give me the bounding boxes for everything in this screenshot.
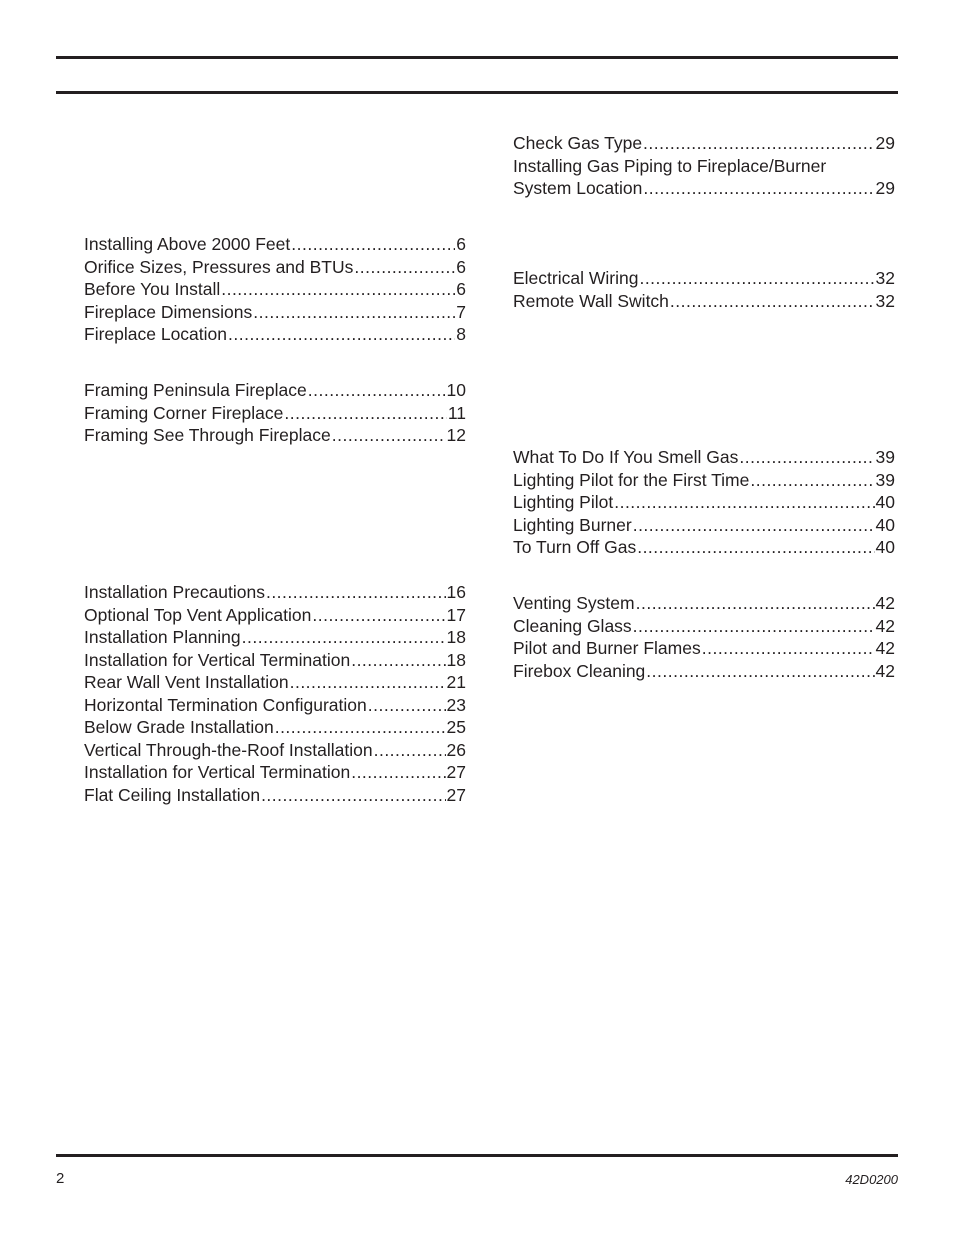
toc-group [84,379,466,447]
toc-entry-page: 18 [446,649,466,670]
dot-leader [670,290,875,313]
toc-entry[interactable] [84,739,466,762]
toc-entry-page: 16 [446,582,466,602]
toc-entry-page: 25 [446,717,466,737]
dot-leader [351,761,445,784]
dot-leader [633,514,875,537]
toc-entry-title: Lighting Pilot for the First Time [513,469,750,490]
toc-entry-title: Below Grade Installation [84,717,274,737]
dot-leader [354,256,455,279]
toc-entry-title: Venting System [513,593,635,613]
toc-entry[interactable] [84,581,466,604]
dot-leader [633,615,875,638]
toc-entry-page: 11 [447,402,466,423]
toc-entry-page: 23 [446,694,466,715]
top-rule-1 [56,56,898,59]
toc-entry-page: 39 [875,469,895,490]
dot-leader [242,626,446,649]
toc-entry[interactable] [84,256,466,279]
toc-entry-title: Installation for Vertical Termination [84,649,351,670]
toc-entry-title: Fireplace Location [84,324,227,344]
dot-leader [368,694,446,717]
toc-entry-title: Installation Planning [84,627,241,647]
toc-entry[interactable] [513,267,895,290]
dot-leader [228,323,455,346]
dot-leader [284,402,446,425]
toc-entry[interactable] [84,649,466,672]
toc-entry-title: Electrical Wiring [513,268,639,288]
toc-entry-page: 8 [456,324,466,344]
toc-entry-title: Flat Ceiling Installation [84,784,261,805]
dot-leader [750,469,874,492]
dot-leader [374,739,446,762]
toc-entry-page: 6 [456,256,466,277]
toc-entry-page: 27 [446,784,466,805]
toc-entry[interactable] [513,637,895,660]
toc-entry-page: 29 [875,133,895,153]
dot-leader [275,716,446,739]
toc-entry[interactable] [84,278,466,301]
toc-entry[interactable] [84,323,466,346]
toc-entry-page: 42 [875,593,895,613]
toc-entry[interactable] [84,604,466,627]
toc-entry[interactable] [84,716,466,739]
toc-entry-title: Remote Wall Switch [513,290,669,311]
footer-document-code: 42D0200 [845,1172,898,1187]
dot-leader [332,424,446,447]
dot-leader [253,301,455,324]
toc-entry-title: Check Gas Type [513,133,643,153]
dot-leader [266,581,446,604]
toc-entry[interactable] [84,301,466,324]
toc-entry[interactable] [513,469,895,492]
toc-group [513,446,895,559]
toc-entry-page: 21 [446,672,466,692]
toc-entry-page: 32 [875,290,895,311]
toc-entry-title: What To Do If You Smell Gas [513,447,739,467]
toc-entry[interactable] [84,626,466,649]
toc-entry-title: Installing Gas Piping to Fireplace/Burner [513,155,827,176]
toc-entry-title: Framing See Through Fireplace [84,425,331,445]
toc-entry-page: 12 [446,425,466,445]
toc-entry[interactable] [513,514,895,537]
toc-entry-title: Lighting Burner [513,514,632,535]
toc-entry-page: 42 [875,660,895,681]
dot-leader [312,604,445,627]
dot-leader [646,660,874,683]
toc-entry-title: Horizontal Termination Configuration [84,694,367,715]
toc-entry-page: 39 [875,447,895,467]
toc-entry-page: 27 [446,762,466,782]
toc-entry-title: Pilot and Burner Flames [513,638,701,658]
dot-leader [221,278,455,301]
toc-entry-title: Installation for Vertical Termination [84,762,351,782]
toc-entry[interactable] [513,446,895,469]
toc-entry-page: 32 [875,268,895,288]
toc-entry-page: 7 [456,301,466,322]
footer-rule [56,1154,898,1157]
toc-group [513,592,895,682]
toc-group [84,233,466,346]
toc-entry[interactable] [513,592,895,615]
footer-page-number: 2 [56,1170,65,1187]
toc-entry-page: 40 [875,537,895,557]
toc-entry-page: 26 [446,739,466,760]
toc-entry[interactable] [84,424,466,447]
toc-entry-title: To Turn Off Gas [513,537,637,557]
toc-entry-title: Fireplace Dimensions [84,301,253,322]
toc-entry[interactable] [84,671,466,694]
dot-leader [643,177,874,200]
toc-entry[interactable] [84,402,466,425]
toc-entry[interactable] [84,233,466,256]
toc-entry-title: Orifice Sizes, Pressures and BTUs [84,256,354,277]
toc-entry-page: 6 [456,234,466,254]
toc-entry-page: 17 [446,604,466,625]
toc-group [513,132,895,200]
toc-group [84,581,466,806]
toc-entry[interactable] [513,615,895,638]
toc-entry[interactable] [513,132,895,155]
toc-entry[interactable] [84,379,466,402]
toc-entry[interactable] [513,491,895,514]
dot-leader [351,649,445,672]
toc-entry-title-continued: System Location [513,178,643,198]
dot-leader [614,491,874,514]
dot-leader [261,784,445,807]
toc-entry[interactable] [84,761,466,784]
dot-leader [636,592,875,615]
toc-entry-title: Vertical Through-the-Roof Installation [84,739,373,760]
toc-entry-title: Before You Install [84,279,221,299]
toc-entry-title: Lighting Pilot [513,492,614,512]
dot-leader [290,671,446,694]
toc-entry-title: Cleaning Glass [513,615,632,636]
toc-entry-title: Framing Corner Fireplace [84,402,284,423]
toc-entry-page: 18 [446,627,466,647]
toc-entry[interactable] [513,155,895,200]
toc-entry-page: 40 [875,492,895,512]
dot-leader [637,536,874,559]
toc-entry-page: 29 [875,178,895,198]
toc-entry-title: Framing Peninsula Fireplace [84,380,307,400]
dot-leader [308,379,446,402]
toc-entry-page: 42 [875,638,895,658]
toc-entry-page: 40 [875,514,895,535]
toc-entry[interactable] [84,784,466,807]
toc-entry-title: Firebox Cleaning [513,660,646,681]
toc-entry[interactable] [513,660,895,683]
toc-entry[interactable] [84,694,466,717]
toc-entry[interactable] [513,536,895,559]
top-rule-2 [56,91,898,94]
dot-leader [643,132,874,155]
toc-entry-title: Rear Wall Vent Installation [84,672,289,692]
toc-entry-page: 10 [446,380,466,400]
toc-group [513,267,895,312]
toc-entry-title: Installing Above 2000 Feet [84,234,291,254]
dot-leader [702,637,875,660]
toc-entry[interactable] [513,290,895,313]
dot-leader [291,233,455,256]
dot-leader [639,267,874,290]
dot-leader [739,446,874,469]
toc-entry-title: Installation Precautions [84,582,265,602]
toc-entry-page: 6 [456,279,466,299]
toc-entry-page: 42 [875,615,895,636]
toc-entry-title: Optional Top Vent Application [84,604,312,625]
